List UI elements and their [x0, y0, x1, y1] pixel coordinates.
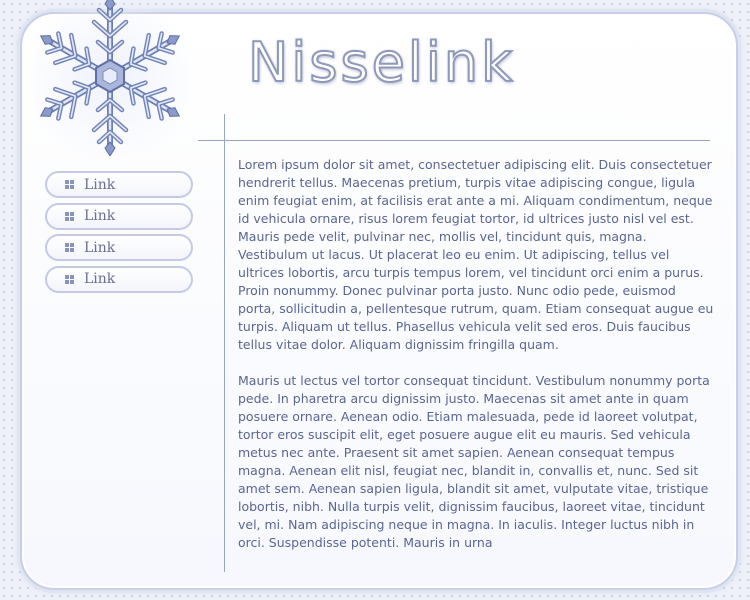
bullet-icon [65, 180, 74, 189]
nav-link-1[interactable] [45, 171, 193, 198]
bullet-icon [65, 243, 74, 252]
nav-link-label: Link [84, 239, 116, 256]
main-content [238, 156, 714, 571]
nav-link-4[interactable] [45, 266, 193, 293]
header-divider [198, 140, 710, 141]
sidebar-nav [45, 171, 193, 297]
bullet-icon [65, 275, 74, 284]
nav-link-3[interactable] [45, 234, 193, 261]
snowflake-icon [22, 0, 198, 156]
content-divider [224, 114, 225, 572]
nav-link-2[interactable] [45, 203, 193, 230]
content-paragraph: Lorem ipsum dolor sit amet, consectetuer adipiscing elit. Duis consectetuer hendrerit tellus. Maecenas pretium, turpis vitae adipiscing congue, ligula enim feugiat enim, at facilisis erat ante a mi. Aliquam condimentum, neque id vehicula ornare, risus lorem feugiat tortor, id ultrices justo nisl vel est. Mauris pede velit, pulvinar nec, mollis vel, tincidunt quis, magna. Vestibulum ut lacus. Ut placerat leo eu enim. Ut adipiscing, tellus vel ultrices lobortis, arcu turpis tempus lorem, vel tincidunt orci enim a purus. Proin nonummy. Donec pulvinar porta justo. Nunc odio pede, euismod porta, sollicitudin a, pellentesque rutrum, quam. Etiam consequat augue eu turpis. Aliquam ut tellus. Phasellus vehicula velit sed eros. Duis faucibus tellus vitae dolor. Aliquam dignissim fringilla quam. [238, 157, 714, 352]
site-title: Nisselink [248, 31, 516, 94]
bullet-icon [65, 212, 74, 221]
content-paragraph: Mauris ut lectus vel tortor consequat tincidunt. Vestibulum nonummy porta pede. In pharetra arcu dignissim justo. Maecenas sit amet ante in quam posuere ornare. Aenean odio. Etiam malesuada, pede id laoreet volutpat, tortor eros suscipit elit, eget posuere augue elit eu mauris. Sed vehicula metus nec ante. Praesent sit amet sapien. Aenean consequat tempus magna. Aenean elit nisl, feugiat nec, blandit in, convallis et, nunc. Sed sit amet sem. Aenean sapien ligula, blandit sit amet, vulputate vitae, tristique lobortis, nibh. Nulla turpis velit, dignissim faucibus, laoreet vitae, tincidunt vel, mi. Nam adipiscing neque in magna. In iaculis. Integer luctus nibh in orci. Suspendisse potenti. Mauris in urna [238, 373, 710, 550]
nav-link-label: Link [84, 271, 116, 287]
nav-link-label: Link [84, 208, 116, 224]
nav-link-label: Link [84, 176, 116, 193]
